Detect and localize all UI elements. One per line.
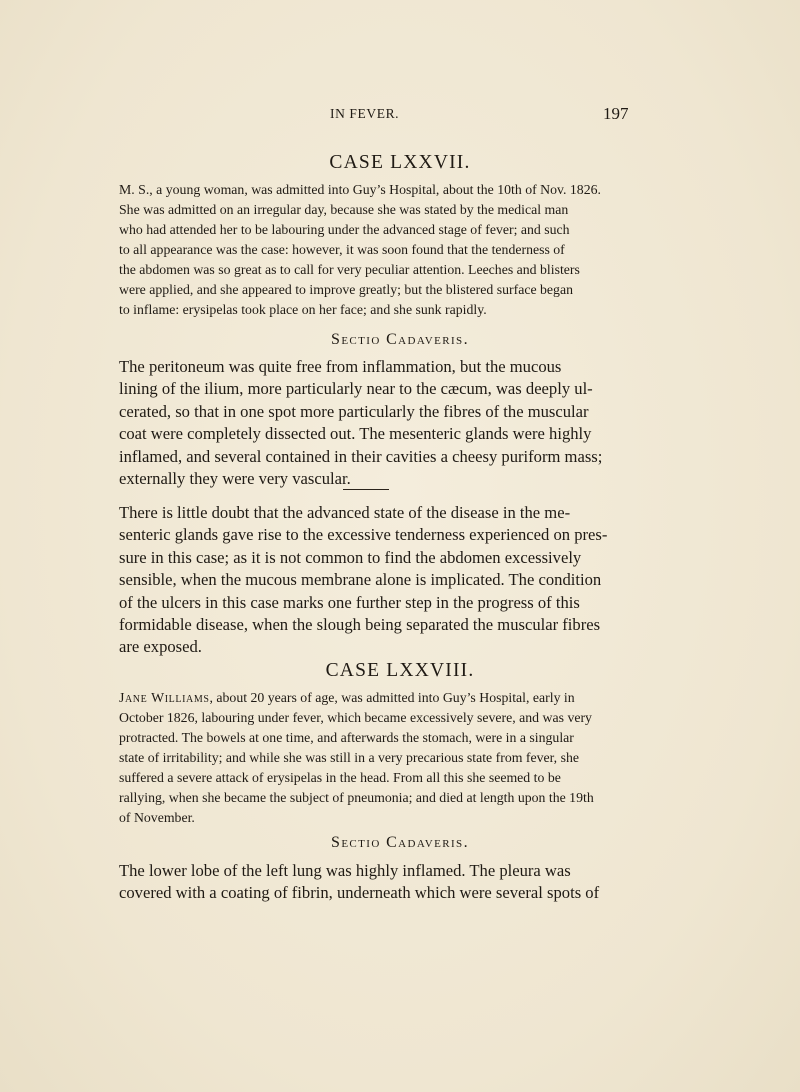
text-line: externally they were very vascular. [119,469,351,489]
text-line: covered with a coating of fibrin, underneath which were several spots of [119,883,600,903]
case-78-heading: CASE LXXVIII. [325,660,475,681]
text-line: the abdomen was so great as to call for very peculiar attention. Leeches and blisters [119,262,580,277]
case-78-sectio-heading: Sectio Cadaveris. [331,834,469,851]
text-line: protracted. The bowels at one time, and afterwards the stomach, were in a singular [119,730,574,745]
text-line: cerated, so that in one spot more particularly the fibres of the muscular [119,401,589,421]
text-line: senteric glands gave rise to the excessive tenderness experienced on pres- [119,525,608,545]
running-head-title: IN FEVER. [330,106,400,121]
page-number: 197 [603,104,629,123]
text-line: There is little doubt that the advanced state of the disease in the me- [119,503,571,522]
text-line: inflamed, and several contained in their cavities a cheesy puriform mass; [119,446,603,466]
case-78-sectio-text [119,860,639,905]
case-77-remarks [119,502,639,659]
text-line: The lower lobe of the left lung was highly inflamed. The pleura was [119,861,571,880]
text-line: were applied, and she appeared to improve greatly; but the blistered surface began [119,282,573,297]
text-line: sensible, when the mucous membrane alone is implicated. The condition [119,570,602,590]
section-divider [343,489,389,490]
text-line: rallying, when she became the subject of pneumonia; and died at length upon the 19th [119,790,594,805]
text-line: suffered a severe attack of erysipelas in the head. From all this she seemed to be [119,770,561,785]
case-78-history [119,688,639,828]
text-line: lining of the ilium, more particularly near to the cæcum, was deeply ul- [119,379,593,399]
patient-name: Jane Williams [119,690,210,705]
case-77-sectio-heading: Sectio Cadaveris. [331,331,469,348]
text-line-rest: , about 20 years of age, was admitted into Guy’s Hospital, early in [209,690,575,705]
text-line: coat were completely dissected out. The mesenteric glands were highly [119,424,592,444]
text-line: to all appearance was the case: however, it was soon found that the tenderness of [119,242,565,257]
text-line: state of irritability; and while she was still in a very precarious state from fever, she [119,750,579,765]
text-line: formidable disease, when the slough being separated the muscular fibres [119,615,601,635]
text-line: of November. [119,810,195,825]
text-line: She was admitted on an irregular day, because she was stated by the medical man [119,202,569,217]
case-77-heading: CASE LXXVII. [329,152,471,173]
text-line: who had attended her to be labouring under the advanced stage of fever; and such [119,222,570,237]
text-line-first [119,688,639,708]
text-line: October 1826, labouring under fever, which became excessively severe, and was very [119,710,592,725]
text-line: The peritoneum was quite free from inflammation, but the mucous [119,357,562,376]
case-77-sectio-text [119,356,639,490]
text-line: to inflame: erysipelas took place on her face; and she sunk rapidly. [119,302,487,317]
text-line: sure in this case; as it is not common to find the abdomen excessively [119,547,582,567]
case-77-history [119,180,639,320]
text-line: M. S., a young woman, was admitted into Guy’s Hospital, about the 10th of Nov. 1826. [119,182,601,197]
running-head [0,104,800,128]
text-line: of the ulcers in this case marks one further step in the progress of this [119,592,580,612]
text-line: are exposed. [119,637,202,657]
